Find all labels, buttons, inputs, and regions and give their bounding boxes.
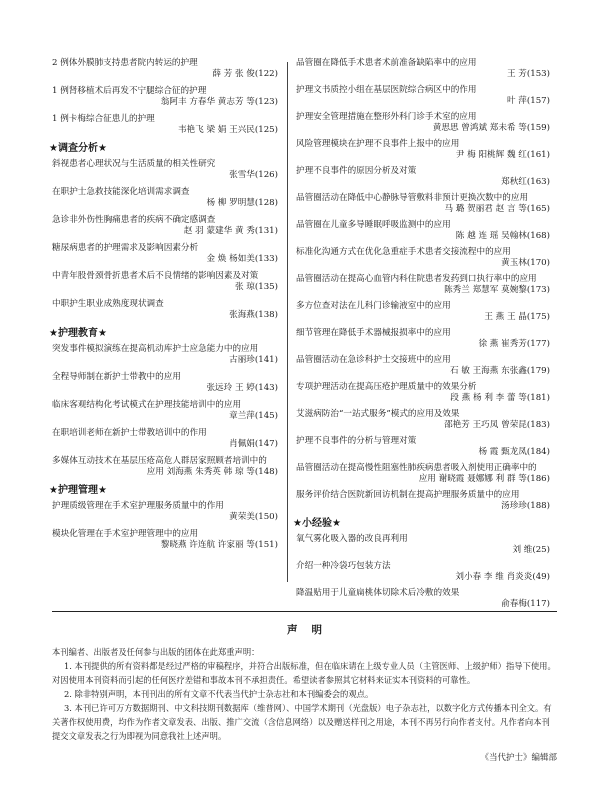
toc-entry[interactable] bbox=[296, 409, 550, 431]
article-authors-page: 郑秋红(163) bbox=[501, 177, 550, 187]
article-authors-page: 金 焕 杨如美(133) bbox=[206, 254, 278, 264]
article-title: 1 例卡梅综合征患儿的护理 bbox=[52, 114, 155, 124]
toc-entry[interactable] bbox=[52, 58, 278, 80]
article-title: 斜视患者心理状况与生活质量的相关性研究 bbox=[52, 159, 216, 169]
article-title: 品管圈活动在提高慢性阻塞性肺疾病患者吸入剂使用正确率中的 bbox=[296, 463, 537, 473]
toc-entry[interactable] bbox=[296, 490, 550, 512]
declaration-item-2: 2. 除非特别声明，本刊刊出的所有文章不代表当代护士杂志社和本刊编委会的观点。 bbox=[64, 689, 374, 699]
section-heading: ★护理教育★ bbox=[49, 328, 107, 339]
toc-entry[interactable] bbox=[52, 400, 278, 422]
article-authors-page: 邵艳芳 王巧凤 曾荣昆(183) bbox=[444, 420, 550, 430]
article-authors-page: 叶 萍(157) bbox=[506, 96, 550, 106]
article-authors-page: 翁阿丰 方春华 黄志芳 等(123) bbox=[160, 97, 278, 107]
article-authors-page: 石 敏 王海燕 东张鑫(179) bbox=[449, 366, 550, 376]
article-title: 品管圈活动在提高心血管内科住院患者发药到口执行率中的应用 bbox=[296, 274, 537, 284]
article-authors-page: 黄荣美(150) bbox=[229, 512, 278, 522]
toc-entry[interactable] bbox=[52, 86, 278, 108]
toc-entry[interactable] bbox=[296, 247, 550, 269]
toc-entry[interactable] bbox=[296, 220, 550, 242]
toc-entry[interactable] bbox=[296, 561, 550, 583]
article-authors-page: 张 琼(135) bbox=[234, 282, 278, 292]
toc-entry[interactable] bbox=[52, 215, 278, 237]
article-authors-page: 应用 谢晓霞 聂娜娜 利 群 等(186) bbox=[418, 474, 550, 484]
article-title: 专项护理活动在提高压疮护理质量中的效果分析 bbox=[296, 382, 477, 392]
article-title: 急诊非外伤性胸痛患者的疾病不确定感调查 bbox=[52, 215, 216, 225]
toc-entry[interactable] bbox=[296, 534, 550, 556]
toc-entry[interactable] bbox=[52, 299, 278, 321]
article-title: 在职培训老师在新护士带教培训中的作用 bbox=[52, 428, 207, 438]
article-authors-page: 刘小春 李 维 肖炎炎(49) bbox=[455, 572, 550, 582]
article-authors-page: 章兰萍(145) bbox=[229, 411, 278, 421]
article-title: 多媒体互动技术在基层压疮高危人群居家照顾者培训中的 bbox=[52, 456, 267, 466]
article-title: 糖尿病患者的护理需求及影响因素分析 bbox=[52, 243, 199, 253]
toc-right-column bbox=[293, 58, 550, 615]
article-title: 品管圈在降低手术患者术前准备缺陷率中的应用 bbox=[296, 58, 477, 68]
article-authors-page: 应用 刘海燕 朱秀英 韩 琼 等(148) bbox=[146, 467, 278, 477]
toc-entry[interactable] bbox=[296, 328, 550, 350]
toc-entry[interactable] bbox=[296, 588, 550, 610]
article-authors-page: 肖佩娟(147) bbox=[229, 439, 278, 449]
toc-entry[interactable] bbox=[296, 274, 550, 296]
article-authors-page: 薛 芳 张 俊(122) bbox=[212, 69, 278, 79]
article-title: 2 例体外膜肺支持患者院内转运的护理 bbox=[52, 58, 198, 68]
article-title: 品管圈活动在降低中心静脉导管敷料非预计更换次数中的应用 bbox=[296, 193, 529, 203]
article-title: 突发事件模拟演练在提高机动库护士应急能力中的应用 bbox=[52, 344, 259, 354]
toc-entry[interactable] bbox=[52, 159, 278, 181]
article-authors-page: 马 璐 贺丽君 赵 言 等(165) bbox=[444, 204, 550, 214]
article-title: 护理不良事件的分析与管理对策 bbox=[296, 436, 417, 446]
toc-entry[interactable] bbox=[296, 193, 550, 215]
toc-entry[interactable] bbox=[296, 139, 550, 161]
section-divider bbox=[52, 611, 557, 612]
article-title: 模块化管理在手术室护理管理中的应用 bbox=[52, 529, 199, 539]
toc-entry[interactable] bbox=[296, 112, 550, 134]
article-authors-page: 张远玲 王 婷(143) bbox=[206, 383, 278, 393]
toc-entry[interactable] bbox=[52, 344, 278, 366]
article-authors-page: 韦艳飞 梁 娟 王兴民(125) bbox=[177, 125, 278, 135]
toc-entry[interactable] bbox=[52, 271, 278, 293]
article-title: 护理文书质控小组在基层医院综合病区中的作用 bbox=[296, 85, 477, 95]
declaration-title: 声明 bbox=[287, 624, 336, 636]
article-title: 多方位查对法在儿科门诊输液室中的应用 bbox=[296, 301, 451, 311]
article-authors-page: 段 燕 杨 利 李 蕾 等(181) bbox=[450, 393, 550, 403]
article-authors-page: 陈 越 连 瑶 吴翰林(168) bbox=[455, 231, 550, 241]
toc-entry[interactable] bbox=[296, 301, 550, 323]
declaration-intro: 本刊编者、出版者及任何参与出版的团体在此郑重声明： bbox=[52, 647, 260, 657]
declaration-item-3: 3. 本刊已许可万方数据期刊、中文科技期刊数据库（维普网）、中国学术期刊（光盘版）电子杂志社，以数字化方式传播本刊全文。有关著作权使用费，均作为作者文章发表、出版、推广交流（含信息网络）以及赠送样刊之用途，本刊不再另行向作者支付。凡作者向本刊提交文章发表之行为即视为同意我社上述声明。 bbox=[52, 703, 552, 741]
article-title: 介绍一种冷袋巧包装方法 bbox=[296, 561, 391, 571]
article-authors-page: 刘 维(25) bbox=[512, 545, 550, 555]
article-authors-page: 王 芳(153) bbox=[506, 69, 550, 79]
toc-entry[interactable] bbox=[52, 187, 278, 209]
article-title: 风险管理模块在护理不良事件上报中的应用 bbox=[296, 139, 460, 149]
toc-entry[interactable] bbox=[52, 372, 278, 394]
toc-entry[interactable] bbox=[296, 436, 550, 458]
article-title: 细节管理在降低手术器械报损率中的应用 bbox=[296, 328, 451, 338]
article-authors-page: 陈秀兰 郑慧军 莫婉黎(173) bbox=[444, 285, 550, 295]
article-title: 艾滋病防治“一站式服务”模式的应用及效果 bbox=[296, 409, 460, 419]
article-authors-page: 黎晓燕 许连航 许家丽 等(151) bbox=[160, 540, 278, 550]
declaration-item-1: 1. 本刊提供的所有资料都是经过严格的审稿程序，并符合出版标准，但在临床请在上级专业人员（主管医师、上级护师）指导下使用。对因使用本刊资料而引起的任何医疗差错和事故本刊不承担责任。希望读者参照其它材料来证实本刊资料的可靠性。 bbox=[52, 661, 556, 685]
toc-entry[interactable] bbox=[296, 382, 550, 404]
toc-entry[interactable] bbox=[296, 166, 550, 188]
article-title: 护理不良事件的原因分析及对策 bbox=[296, 166, 417, 176]
article-title: 服务评价结合医院新回访机制在提高护理服务质量中的应用 bbox=[296, 490, 520, 500]
article-authors-page: 张雪华(126) bbox=[229, 170, 278, 180]
article-title: 护理质级管理在手术室护理服务质量中的作用 bbox=[52, 501, 224, 511]
article-authors-page: 黄玉林(170) bbox=[501, 258, 550, 268]
article-authors-page: 汤珍珍(188) bbox=[501, 501, 550, 511]
article-authors-page: 俞春梅(117) bbox=[501, 599, 550, 609]
toc-entry[interactable] bbox=[52, 456, 278, 478]
article-authors-page: 王 燕 王 晶(175) bbox=[484, 312, 550, 322]
toc-entry[interactable] bbox=[296, 85, 550, 107]
article-title: 1 例肾移植术后再发不宁腿综合征的护理 bbox=[52, 86, 207, 96]
article-authors-page: 古丽珍(141) bbox=[229, 355, 278, 365]
toc-entry[interactable] bbox=[52, 428, 278, 450]
toc-entry[interactable] bbox=[296, 355, 550, 377]
column-divider bbox=[287, 62, 288, 582]
declaration-signature: 《当代护士》编辑部 bbox=[480, 753, 557, 763]
article-title: 在职护士急救技能深化培训需求调查 bbox=[52, 187, 190, 197]
article-title: 中青年股骨颈骨折患者术后不良情绪的影响因素及对策 bbox=[52, 271, 259, 281]
article-title: 品管圈活动在急诊科护士交接班中的应用 bbox=[296, 355, 451, 365]
toc-entry[interactable] bbox=[52, 501, 278, 523]
article-authors-page: 杨 柳 罗明慧(128) bbox=[206, 198, 278, 208]
article-title: 标准化沟通方式在优化急重症手术患者交接流程中的应用 bbox=[296, 247, 511, 257]
article-authors-page: 尹 梅 阳桃辉 魏 红(161) bbox=[455, 150, 550, 160]
article-title: 品管圈在儿童多导睡眠呼吸监测中的应用 bbox=[296, 220, 451, 230]
article-title: 全程导师制在新护士带教中的应用 bbox=[52, 372, 181, 382]
article-authors-page: 赵 羽 蒙建华 黄 秀(131) bbox=[183, 226, 278, 236]
section-heading: ★护理管理★ bbox=[49, 485, 107, 496]
article-title: 氧气雾化吸入器的改良再利用 bbox=[296, 534, 408, 544]
article-title: 中职护生职业成熟度现状调查 bbox=[52, 299, 164, 309]
toc-left-column bbox=[49, 58, 278, 557]
toc-entry[interactable] bbox=[52, 243, 278, 265]
article-title: 临床客观结构化考试模式在护理技能培训中的应用 bbox=[52, 400, 242, 410]
toc-entry[interactable] bbox=[52, 529, 278, 551]
article-authors-page: 徐 燕 崔秀芳(177) bbox=[478, 339, 550, 349]
article-title: 护理安全管理措施在整形外科门诊手术室的应用 bbox=[296, 112, 477, 122]
toc-entry[interactable] bbox=[296, 463, 550, 485]
article-authors-page: 黄思思 曾鸿斌 郑未希 等(159) bbox=[432, 123, 550, 133]
toc-entry[interactable] bbox=[296, 58, 550, 80]
declaration bbox=[52, 622, 557, 763]
section-heading: ★小经验★ bbox=[293, 518, 341, 529]
article-authors-page: 杨 霞 甄龙凤(184) bbox=[478, 447, 550, 457]
article-title: 降温贴用于儿童扁桃体切除术后冷敷的效果 bbox=[296, 588, 460, 598]
article-authors-page: 张海燕(138) bbox=[229, 310, 278, 320]
toc-entry[interactable] bbox=[52, 114, 278, 136]
section-heading: ★调查分析★ bbox=[49, 143, 107, 154]
